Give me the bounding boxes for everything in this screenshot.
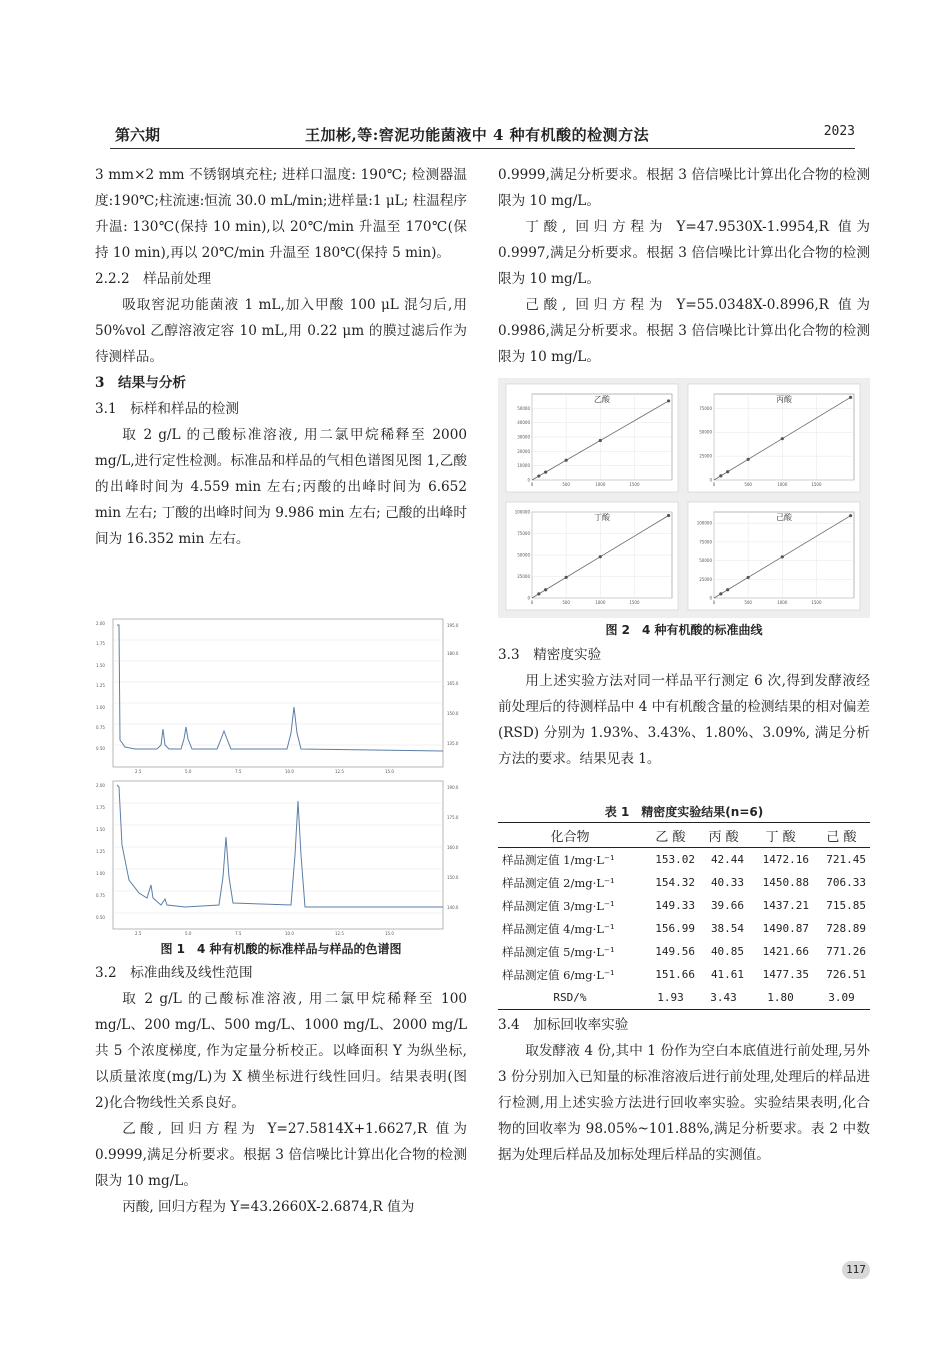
- left-column-bottom: [95, 960, 467, 1220]
- cell-value: 153.02: [655, 853, 695, 866]
- year-label: 2023: [823, 124, 855, 139]
- right-column-top: [498, 162, 870, 370]
- y-tick-label: 50000: [699, 558, 712, 564]
- y-tick-label: 50000: [517, 552, 530, 558]
- svg-text:150.0: 150.0: [447, 875, 459, 880]
- running-header: [110, 122, 855, 149]
- cell-value: 154.32: [655, 876, 695, 889]
- table-row: [498, 940, 870, 963]
- data-point: [719, 474, 722, 477]
- cell-value: 40.33: [710, 876, 745, 889]
- right-column-bottom: [498, 1012, 870, 1168]
- svg-text:1.50: 1.50: [96, 663, 105, 668]
- y-tick-label: 30000: [517, 434, 530, 440]
- svg-text:12.5: 12.5: [335, 931, 344, 936]
- x-tick-label: 0: [712, 600, 716, 605]
- svg-text:15.0: 15.0: [385, 769, 394, 774]
- svg-text:0.75: 0.75: [96, 893, 105, 898]
- cell-value: 1437.21: [762, 899, 809, 912]
- standard-curve-panel: [688, 384, 860, 492]
- y-tick-label: 20000: [517, 448, 530, 454]
- svg-text:150.0: 150.0: [447, 711, 459, 716]
- data-point: [781, 437, 784, 440]
- y-tick-label: 100000: [696, 520, 712, 526]
- cell-value: 1490.87: [762, 922, 809, 935]
- data-point: [747, 458, 750, 461]
- cell-value: 3.43: [699, 986, 748, 1010]
- y-tick-label: 50000: [517, 405, 530, 411]
- issue-label: 第六期: [115, 126, 161, 144]
- cell-value: 38.54: [710, 922, 745, 935]
- section-heading-3: 3 结果与分析: [95, 375, 187, 391]
- x-tick-label: 500: [562, 482, 570, 487]
- page-number: 117: [842, 1261, 870, 1279]
- table-row: [498, 963, 870, 986]
- x-tick-label: 1500: [811, 600, 822, 605]
- section-heading-3-3: 3.3 精密度实验: [498, 647, 602, 663]
- paragraph: 取 2 g/L 的己酸标准溶液, 用二氯甲烷稀释至 2000 mg/L,进行定性检测。标准品和样品的气相色谱图见图 1,乙酸的出峰时间为 4.559 min 左右;丙酸的出峰时间为 6.652 min 左右; 丁酸的出峰时间为 9.986 min 左右; 己酸的出峰时间为 16.352 min 左右。: [95, 427, 467, 547]
- y-tick-label: 100000: [514, 509, 530, 515]
- right-column-middle: [498, 642, 870, 772]
- y-tick-label: 50000: [699, 429, 712, 435]
- svg-text:12.5: 12.5: [335, 769, 344, 774]
- cell-value: 156.99: [655, 922, 695, 935]
- paragraph: 用上述实验方法对同一样品平行测定 6 次,得到发酵液经前处理后的待测样品中 4 中有机酸含量的检测结果的相对偏差 (RSD) 分别为 1.93%、3.43%、1.80%、3.09%, 满足分析方法的要求。结果见表 1。: [498, 673, 870, 767]
- row-label: 样品测定值 5/mg·L⁻¹: [502, 944, 615, 959]
- table-1-caption: 表 1 精密度实验结果(n=6): [604, 805, 764, 819]
- cell-value: 41.61: [710, 968, 745, 981]
- y-tick-label: 0: [709, 595, 712, 601]
- svg-text:135.0: 135.0: [447, 741, 459, 746]
- svg-text:2.5: 2.5: [135, 931, 142, 936]
- svg-text:7.5: 7.5: [235, 931, 242, 936]
- table-header: 丙 酸: [699, 823, 748, 848]
- data-point: [565, 459, 568, 462]
- row-label: RSD/%: [498, 986, 642, 1010]
- standard-curve-panel: [506, 502, 678, 610]
- svg-text:190.0: 190.0: [447, 785, 459, 790]
- data-point: [667, 399, 670, 402]
- svg-text:2.00: 2.00: [96, 783, 105, 788]
- table-row: [498, 894, 870, 917]
- x-tick-label: 500: [744, 482, 752, 487]
- chart-title: 乙酸: [594, 395, 610, 404]
- x-tick-label: 0: [530, 482, 534, 487]
- y-tick-label: 40000: [517, 420, 530, 426]
- cell-value: 771.26: [826, 945, 866, 958]
- standard-curve-panel: [506, 384, 678, 492]
- svg-text:0.50: 0.50: [96, 746, 105, 751]
- running-title: 王加彬,等:窖泥功能菌液中 4 种有机酸的检测方法: [305, 126, 650, 144]
- paragraph: 3 mm×2 mm 不锈钢填充柱; 进样口温度: 190℃; 检测器温度:190℃;柱流速:恒流 30.0 mL/min;进样量:1 μL; 柱温程序升温: 130℃(保持 10 min),以 20℃/min 升温至 170℃(保持 10 min),再以 20℃/min 升温至 180℃(保持 5 min)。: [95, 167, 467, 261]
- cell-value: 40.85: [710, 945, 745, 958]
- data-point: [599, 439, 602, 442]
- table-1-precision: [498, 822, 870, 1010]
- cell-value: 1421.66: [762, 945, 809, 958]
- table-header: 化合物: [498, 823, 642, 848]
- section-heading-3-2: 3.2 标准曲线及线性范围: [95, 965, 253, 981]
- svg-text:140.0: 140.0: [447, 905, 459, 910]
- table-header-row: [498, 823, 870, 848]
- cell-value: 1.80: [748, 986, 813, 1010]
- data-point: [537, 474, 540, 477]
- figure-1-chromatograms: [95, 615, 465, 937]
- table-header: 丁 酸: [748, 823, 813, 848]
- row-label: 样品测定值 2/mg·L⁻¹: [502, 875, 615, 890]
- data-point: [781, 555, 784, 558]
- table-row: [498, 917, 870, 940]
- svg-text:1.50: 1.50: [96, 827, 105, 832]
- svg-text:2.00: 2.00: [96, 621, 105, 626]
- cell-value: 149.56: [655, 945, 695, 958]
- x-tick-label: 0: [530, 600, 534, 605]
- y-tick-label: 75000: [699, 405, 712, 411]
- section-heading-2-2-2: 2.2.2 样品前处理: [95, 271, 212, 287]
- cell-value: 706.33: [826, 876, 866, 889]
- svg-text:10.0: 10.0: [285, 769, 294, 774]
- row-label: 样品测定值 1/mg·L⁻¹: [502, 852, 615, 867]
- cell-value: 721.45: [826, 853, 866, 866]
- data-point: [726, 470, 729, 473]
- chart-title: 丁酸: [594, 513, 610, 522]
- row-label: 样品测定值 4/mg·L⁻¹: [502, 921, 615, 936]
- figure-1-caption: 图 1 4 种有机酸的标准样品与样品的色谱图: [160, 942, 402, 956]
- svg-text:180.0: 180.0: [447, 651, 459, 656]
- standard-curve-panel: [688, 502, 860, 610]
- svg-text:195.0: 195.0: [447, 623, 459, 628]
- paragraph: 丙酸, 回归方程为 Y=43.2660X-2.6874,R 值为: [122, 1199, 415, 1215]
- x-tick-label: 500: [562, 600, 570, 605]
- cell-value: 728.89: [826, 922, 866, 935]
- cell-value: 149.33: [655, 899, 695, 912]
- svg-text:7.5: 7.5: [235, 769, 242, 774]
- table-row: [498, 848, 870, 872]
- row-label: 样品测定值 3/mg·L⁻¹: [502, 898, 615, 913]
- cell-value: 1477.35: [762, 968, 809, 981]
- cell-value: 1450.88: [762, 876, 809, 889]
- svg-text:1.75: 1.75: [96, 805, 105, 810]
- svg-text:165.0: 165.0: [447, 681, 459, 686]
- svg-text:2.5: 2.5: [135, 769, 142, 774]
- x-tick-label: 0: [712, 482, 716, 487]
- data-point: [849, 514, 852, 517]
- data-point: [565, 576, 568, 579]
- x-tick-label: 1000: [595, 600, 606, 605]
- x-tick-label: 500: [744, 600, 752, 605]
- cell-value: 39.66: [710, 899, 745, 912]
- left-column-top: [95, 162, 467, 552]
- data-point: [599, 555, 602, 558]
- chart-title: 丙酸: [776, 395, 792, 404]
- y-tick-label: 75000: [699, 539, 712, 545]
- svg-text:175.0: 175.0: [447, 815, 459, 820]
- paragraph: 吸取窖泥功能菌液 1 mL,加入甲酸 100 μL 混匀后,用 50%vol 乙醇溶液定容 10 mL,用 0.22 μm 的膜过滤后作为待测样品。: [95, 297, 467, 365]
- table-header: 己 酸: [813, 823, 870, 848]
- y-tick-label: 0: [527, 477, 530, 483]
- table-row-rsd: [498, 986, 870, 1010]
- cell-value: 3.09: [813, 986, 870, 1010]
- cell-value: 42.44: [710, 853, 745, 866]
- cell-value: 726.51: [826, 968, 866, 981]
- data-point: [544, 588, 547, 591]
- data-point: [849, 396, 852, 399]
- paragraph: 0.9999,满足分析要求。根据 3 倍信噪比计算出化合物的检测限为 10 mg/L。: [498, 167, 870, 209]
- cell-value: 715.85: [826, 899, 866, 912]
- y-tick-label: 25000: [699, 576, 712, 582]
- svg-text:5.0: 5.0: [185, 769, 192, 774]
- data-point: [726, 588, 729, 591]
- svg-text:0.75: 0.75: [96, 725, 105, 730]
- figure-2-standard-curves: [498, 378, 870, 618]
- cell-value: 151.66: [655, 968, 695, 981]
- svg-text:1.25: 1.25: [96, 849, 105, 854]
- table-row: [498, 871, 870, 894]
- data-point: [667, 514, 670, 517]
- x-tick-label: 1000: [777, 600, 788, 605]
- paragraph: 丁酸, 回归方程为 Y=47.9530X-1.9954,R 值为 0.9997,满足分析要求。根据 3 倍信噪比计算出化合物的检测限为 10 mg/L。: [498, 219, 870, 287]
- paragraph: 己酸, 回归方程为 Y=55.0348X-0.8996,R 值为 0.9986,满足分析要求。根据 3 倍信噪比计算出化合物的检测限为 10 mg/L。: [498, 297, 870, 365]
- data-point: [747, 576, 750, 579]
- svg-text:0.50: 0.50: [96, 915, 105, 920]
- paragraph: 取发酵液 4 份,其中 1 份作为空白本底值进行前处理,另外 3 份分别加入已知量的标准溶液后进行前处理,处理后的样品进行检测,用上述实验方法进行回收率实验。实验结果表明,化合物的回收率为 98.05%~101.88%,满足分析要求。表 2 中数据为处理后样品及加标处理后样品的实测值。: [498, 1043, 870, 1163]
- paragraph: 取 2 g/L 的己酸标准溶液, 用二氯甲烷稀释至 100 mg/L、200 mg/L、500 mg/L、1000 mg/L、2000 mg/L 共 5 个浓度梯度, 作为定量分析校正。以峰面积 Y 为纵坐标,以质量浓度(mg/L)为 X 横坐标进行线性回归。结果表明(图 2)化合物线性关系良好。: [95, 991, 467, 1111]
- x-tick-label: 1500: [629, 482, 640, 487]
- chart-title: 己酸: [776, 513, 792, 522]
- data-point: [544, 470, 547, 473]
- x-tick-label: 1500: [629, 600, 640, 605]
- y-tick-label: 0: [709, 477, 712, 483]
- data-point: [537, 592, 540, 595]
- section-heading-3-4: 3.4 加标回收率实验: [498, 1017, 629, 1033]
- figure-2-caption: 图 2 4 种有机酸的标准曲线: [605, 623, 763, 637]
- svg-text:10.0: 10.0: [285, 931, 294, 936]
- svg-text:15.0: 15.0: [385, 931, 394, 936]
- data-point: [719, 592, 722, 595]
- cell-value: 1.93: [642, 986, 699, 1010]
- table-header: 乙 酸: [642, 823, 699, 848]
- paragraph: 乙酸, 回归方程为 Y=27.5814X+1.6627,R 值为 0.9999,满足分析要求。根据 3 倍信噪比计算出化合物的检测限为 10 mg/L。: [95, 1121, 467, 1189]
- y-tick-label: 75000: [517, 531, 530, 536]
- svg-text:1.00: 1.00: [96, 871, 105, 876]
- svg-text:5.0: 5.0: [185, 931, 192, 936]
- row-label: 样品测定值 6/mg·L⁻¹: [502, 967, 615, 982]
- svg-text:1.25: 1.25: [96, 683, 105, 688]
- x-tick-label: 1500: [811, 482, 822, 487]
- svg-text:1.00: 1.00: [96, 705, 105, 710]
- section-heading-3-1: 3.1 标样和样品的检测: [95, 401, 239, 417]
- y-tick-label: 25000: [517, 574, 530, 579]
- x-tick-label: 1000: [777, 482, 788, 487]
- y-tick-label: 10000: [517, 463, 530, 469]
- cell-value: 1472.16: [762, 853, 809, 866]
- y-tick-label: 25000: [699, 453, 712, 459]
- svg-text:1.75: 1.75: [96, 641, 105, 646]
- x-tick-label: 1000: [595, 482, 606, 487]
- svg-text:160.0: 160.0: [447, 845, 459, 850]
- y-tick-label: 0: [527, 595, 530, 601]
